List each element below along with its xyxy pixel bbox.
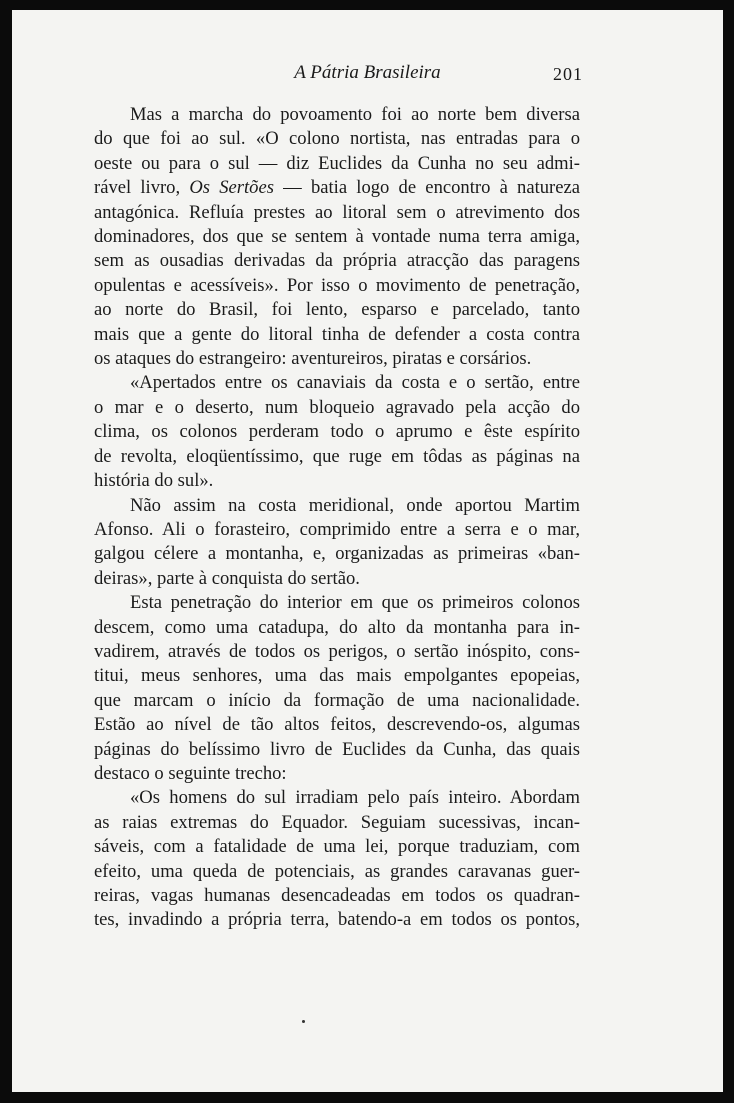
- text-line: Não assim na costa meridional, onde aportou Martim: [130, 494, 580, 516]
- text-line: galgou célere a montanha, e, organizadas as primeiras «ban-: [94, 543, 580, 565]
- text-line: «Os homens do sul irradiam pelo país inteiro. Abordam: [130, 787, 580, 809]
- text-line: descem, como uma catadupa, do alto da montanha para in-: [94, 616, 580, 638]
- running-title: A Pátria Brasileira: [294, 62, 441, 83]
- text-line: reiras, vagas humanas desencadeadas em todos os quadran-: [94, 885, 580, 906]
- text-line: antagónica. Refluía prestes ao litoral sem o atrevimento dos: [94, 201, 580, 223]
- text-line: dominadores, dos que se sentem à vontade numa terra amiga,: [94, 226, 580, 248]
- text-line: sem as ousadias derivadas da própria atracção das paragens: [94, 250, 580, 272]
- text-line: vadirem, através de todos os perigos, o sertão inóspito, cons-: [94, 640, 580, 662]
- text-line: deiras», parte à conquista do sertão.: [94, 567, 360, 589]
- text-line: oeste ou para o sul — diz Euclides da Cunha no seu admi-: [94, 152, 580, 174]
- text-line: «Apertados entre os canaviais da costa e o sertão, entre: [130, 372, 580, 394]
- text-line: titui, meus senhores, uma das mais empolgantes epopeias,: [94, 665, 580, 687]
- ink-speck: [302, 1020, 305, 1023]
- text-line: Mas a marcha do povoamento foi ao norte bem diversa: [130, 104, 580, 125]
- page-number: 201: [553, 64, 583, 84]
- page-header: [12, 62, 723, 92]
- text-line: páginas do belíssimo livro de Euclides da Cunha, das quais: [94, 738, 580, 760]
- text-line: mais que a gente do litoral tinha de defender a costa contra: [94, 323, 580, 345]
- text-line: sáveis, com a fatalidade de uma lei, porque traduziam, com: [94, 836, 580, 858]
- text-line: Estão ao nível de tão altos feitos, descrevendo-os, algumas: [94, 714, 580, 736]
- text-line: destaco o seguinte trecho:: [94, 762, 287, 784]
- text-line: ao norte do Brasil, foi lento, esparso e parcelado, tanto: [94, 299, 580, 321]
- text-line: Esta penetração do interior em que os primeiros colonos: [130, 592, 580, 614]
- text-line: efeito, uma queda de potenciais, as grandes caravanas guer-: [94, 860, 580, 882]
- body-text: [94, 103, 580, 933]
- text-line: opulentas e acessíveis». Por isso o movimento de penetração,: [94, 274, 580, 296]
- text-line: os ataques do estrangeiro: aventureiros, piratas e corsários.: [94, 348, 532, 370]
- text-line: de revolta, eloqüentíssimo, que ruge em tôdas as páginas na: [94, 445, 580, 467]
- text-line: clima, os colonos perderam todo o aprumo e êste espírito: [94, 421, 580, 443]
- text-line: rável livro, Os Sertões — batia logo de encontro à natureza: [94, 177, 580, 199]
- text-line: do que foi ao sul. «O colono nortista, nas entradas para o: [94, 128, 580, 150]
- text-line: que marcam o início da formação de uma nacionalidade.: [94, 689, 580, 711]
- text-line: história do sul».: [94, 470, 214, 492]
- text-line: Afonso. Ali o forasteiro, comprimido entre a serra e o mar,: [94, 518, 580, 540]
- text-line: tes, invadindo a própria terra, batendo-a em todos os pontos,: [94, 909, 580, 931]
- text-line: o mar e o deserto, num bloqueio agravado pela acção do: [94, 396, 580, 418]
- text-line: as raias extremas do Equador. Seguiam sucessivas, incan-: [94, 811, 580, 833]
- book-page: [12, 10, 723, 1092]
